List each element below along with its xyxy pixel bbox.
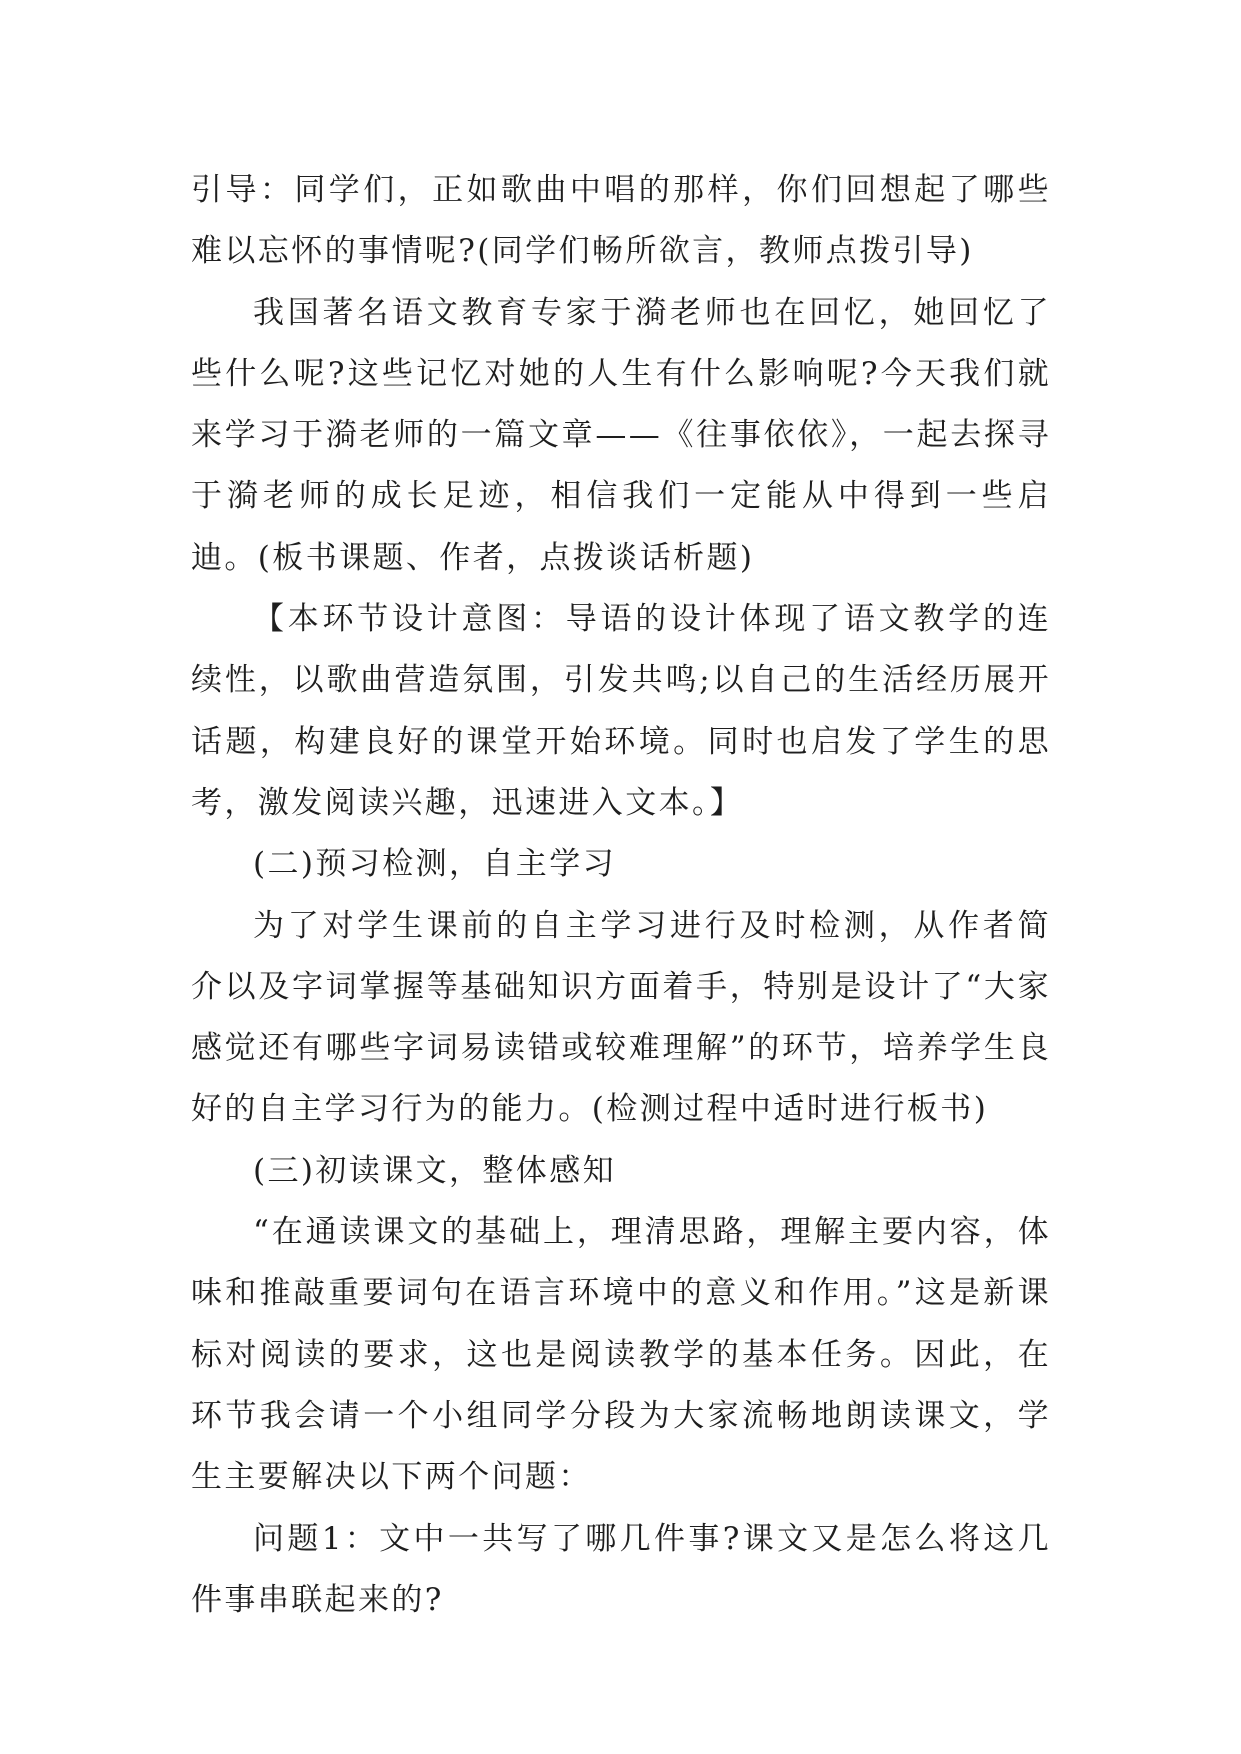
paragraph-design-intent: 【本环节设计意图：导语的设计体现了语文教学的连续性，以歌曲营造氛围，引发共鸣;以自己的生活经历展开话题，构建良好的课堂开始环境。同时也启发了学生的思考，激发阅读兴趣，迅速进入文本。】 [191,601,1051,821]
section-heading-first-reading: (三)初读课文，整体感知 [253,1152,616,1189]
section-heading-preview-check: (二)预习检测，自主学习 [253,846,616,883]
paragraph-preview-check: 为了对学生课前的自主学习进行及时检测，从作者简介以及字词掌握等基础知识方面着手，特别是设计了“大家感觉还有哪些字词易读错或较难理解”的环节，培养学生良好的自主学习行为的能力。(检测过程中适时进行板书) [191,907,1051,1128]
document-body [191,160,1051,1631]
paragraph-introduction: 我国著名语文教育专家于漪老师也在回忆，她回忆了些什么呢?这些记忆对她的人生有什么影响呢?今天我们就来学习于漪老师的一篇文章——《往事依依》，一起去探寻于漪老师的成长足迹，相信我们一定能从中得到一些启迪。(板书课题、作者，点拨谈话析题) [191,294,1051,576]
paragraph-question-1: 问题1：文中一共写了哪几件事?课文又是怎么将这几件事串联起来的? [191,1520,1051,1618]
paragraph-intro-guidance: 引导：同学们，正如歌曲中唱的那样，你们回想起了哪些难以忘怀的事情呢?(同学们畅所欲言，教师点拨引导) [191,172,1051,270]
paragraph-first-reading: “在通读课文的基础上，理清思路，理解主要内容，体味和推敲重要词句在语言环境中的意义和作用。”这是新课标对阅读的要求，这也是阅读教学的基本任务。因此，在环节我会请一个小组同学分段为大家流畅地朗读课文，学生主要解决以下两个问题： [191,1214,1051,1496]
